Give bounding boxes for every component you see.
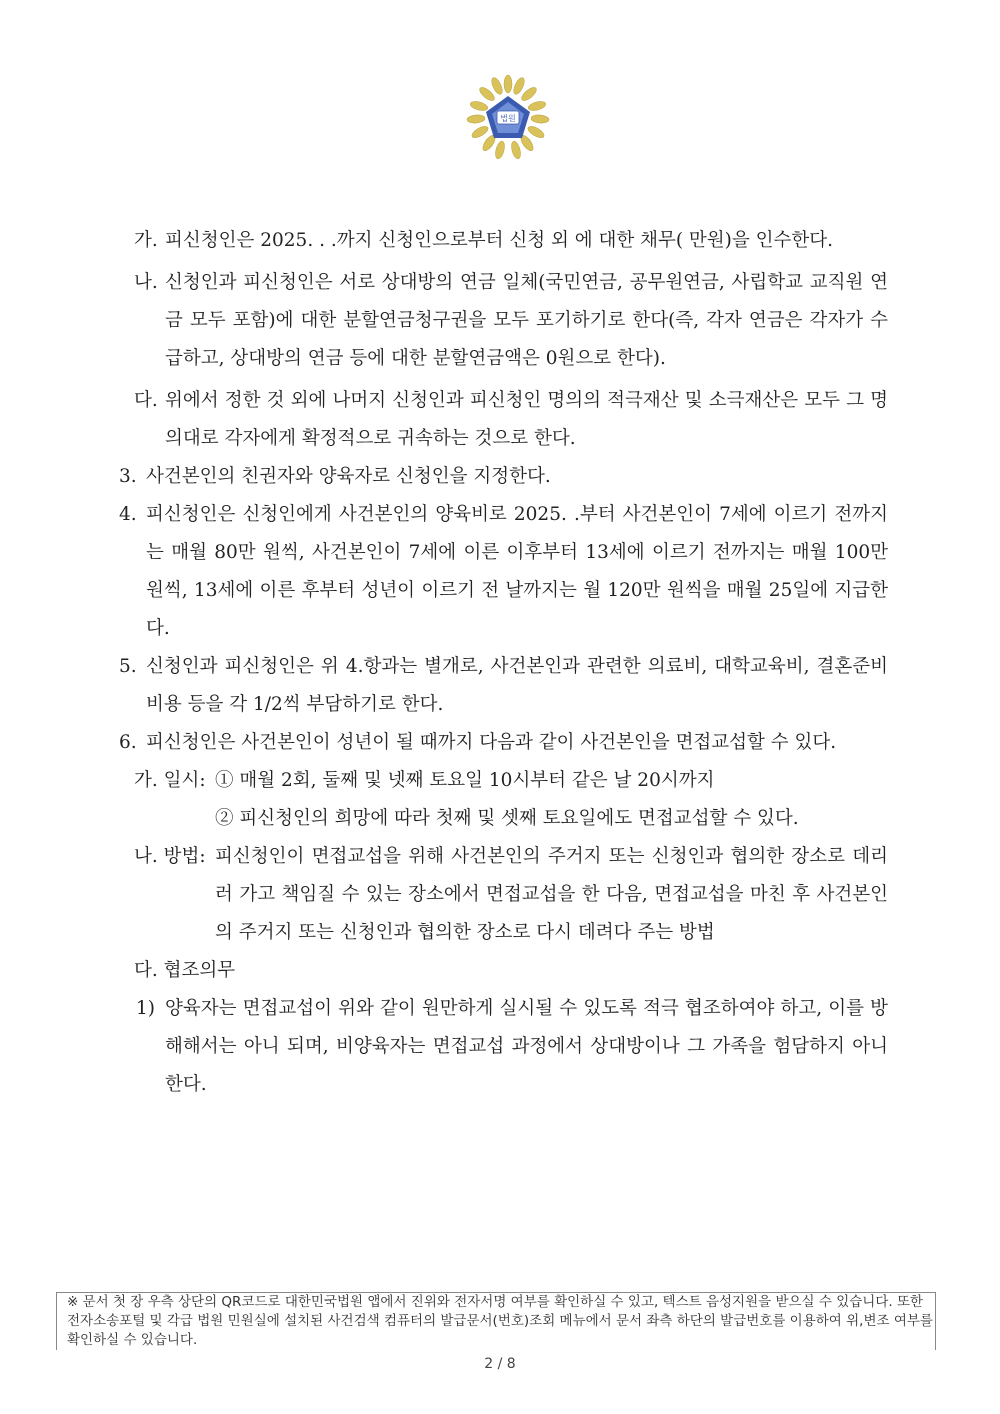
heading-text: 다. 협조의무 (134, 960, 236, 981)
document-body (0, 222, 1000, 1104)
item-text: 피신청인은 신청인에게 사건본인의 양육비로 2025. .부터 사건본인이 7세에 이르기 전까지는 매월 80만 원씩, 사건본인이 7세에 이른 이후부터 13세에 이르기 전까지는 매월 100만 원씩, 13세에 이른 후부터 성년이 이르기 전 날까지는 월 120만 원씩을 매월 25일에 지급한다. (146, 504, 888, 639)
item-3-custody (0, 458, 1000, 496)
item-text: 신청인과 피신청인은 위 4.항과는 별개로, 사건본인과 관련한 의료비, 대학교육비, 결혼준비비용 등을 각 1/2씩 부담하기로 한다. (146, 656, 888, 715)
verification-notice (56, 1292, 936, 1350)
sub-marker: 1) (136, 998, 155, 1019)
item-5-expenses (0, 648, 1000, 724)
emblem-label: 법원 (500, 114, 516, 123)
item-marker: 3. (119, 466, 137, 487)
sub-text: ① 매월 2회, 둘째 및 넷째 토요일 10시부터 같은 날 20시까지 (215, 770, 715, 791)
item-text: 사건본인의 친권자와 양육자로 신청인을 지정한다. (146, 466, 551, 487)
sub-marker: 가. 일시: (134, 770, 206, 791)
item-6-visitation (0, 724, 1000, 762)
clause-text: 신청인과 피신청인은 서로 상대방의 연금 일체(국민연금, 공무원연금, 사립학교 교직원 연금 모두 포함)에 대한 분할연금청구권을 모두 포기하기로 한다(즉, 각자 연금은 각자가 수급하고, 상대방의 연금 등에 대한 분할연금액은 0원으로 한다). (165, 272, 888, 369)
item-text: 피신청인은 사건본인이 성년이 될 때까지 다음과 같이 사건본인을 면접교섭할 수 있다. (146, 732, 837, 753)
sub-marker: 나. 방법: (134, 846, 206, 867)
court-emblem-icon (463, 72, 553, 162)
clause-marker: 가. (134, 230, 158, 251)
clause-text: 위에서 정한 것 외에 나머지 신청인과 피신청인 명의의 적극재산 및 소극재산은 모두 그 명의대로 각자에게 확정적으로 귀속하는 것으로 한다. (165, 390, 888, 449)
item-marker: 4. (119, 504, 137, 525)
sub-text: 피신청인이 면접교섭을 위해 사건본인의 주거지 또는 신청인과 협의한 장소로 데리러 가고 책임질 수 있는 장소에서 면접교섭을 한 다음, 면접교섭을 마친 후 사건본인의 주거지 또는 신청인과 협의한 장소로 다시 데려다 주는 방법 (215, 846, 888, 943)
item-marker: 5. (119, 656, 137, 677)
clause-text: 피신청인은 2025. . .까지 신청인으로부터 신청 외 에 대한 채무( 만원)을 인수한다. (165, 230, 833, 251)
cooperation-heading (0, 952, 1000, 990)
notice-text: ※ 문서 첫 장 우측 상단의 QR코드로 대한민국법원 앱에서 진위와 전자서명 여부를 확인하실 수 있고, 텍스트 음성지원을 받으실 수 있습니다. 또한 전자소송포털 및 각급 법원 민원실에 설치된 사건검색 컴퓨터의 발급문서(번호)조회 메뉴에서 문서 좌측 하단의 발급번호를 이용하여 위,변조 여부를 확인하실 수 있습니다. (67, 1294, 933, 1348)
item-4-child-support (0, 496, 1000, 648)
visitation-schedule (0, 762, 1000, 800)
visitation-schedule-extra (0, 800, 1000, 838)
sub-text: ② 피신청인의 희망에 따라 첫째 및 셋째 토요일에도 면접교섭할 수 있다. (215, 808, 799, 829)
clause-ga-debt (0, 222, 1000, 260)
clause-da-property (0, 382, 1000, 458)
clause-na-pension (0, 264, 1000, 378)
clause-marker: 나. (134, 272, 158, 293)
item-marker: 6. (119, 732, 137, 753)
clause-marker: 다. (134, 390, 158, 411)
visitation-method (0, 838, 1000, 952)
page-number: 2 / 8 (484, 1356, 516, 1372)
cooperation-clause-1 (0, 990, 1000, 1104)
sub-text: 양육자는 면접교섭이 위와 같이 원만하게 실시될 수 있도록 적극 협조하여야 하고, 이를 방해해서는 아니 되며, 비양육자는 면접교섭 과정에서 상대방이나 그 가족을 험담하지 아니한다. (165, 998, 888, 1095)
